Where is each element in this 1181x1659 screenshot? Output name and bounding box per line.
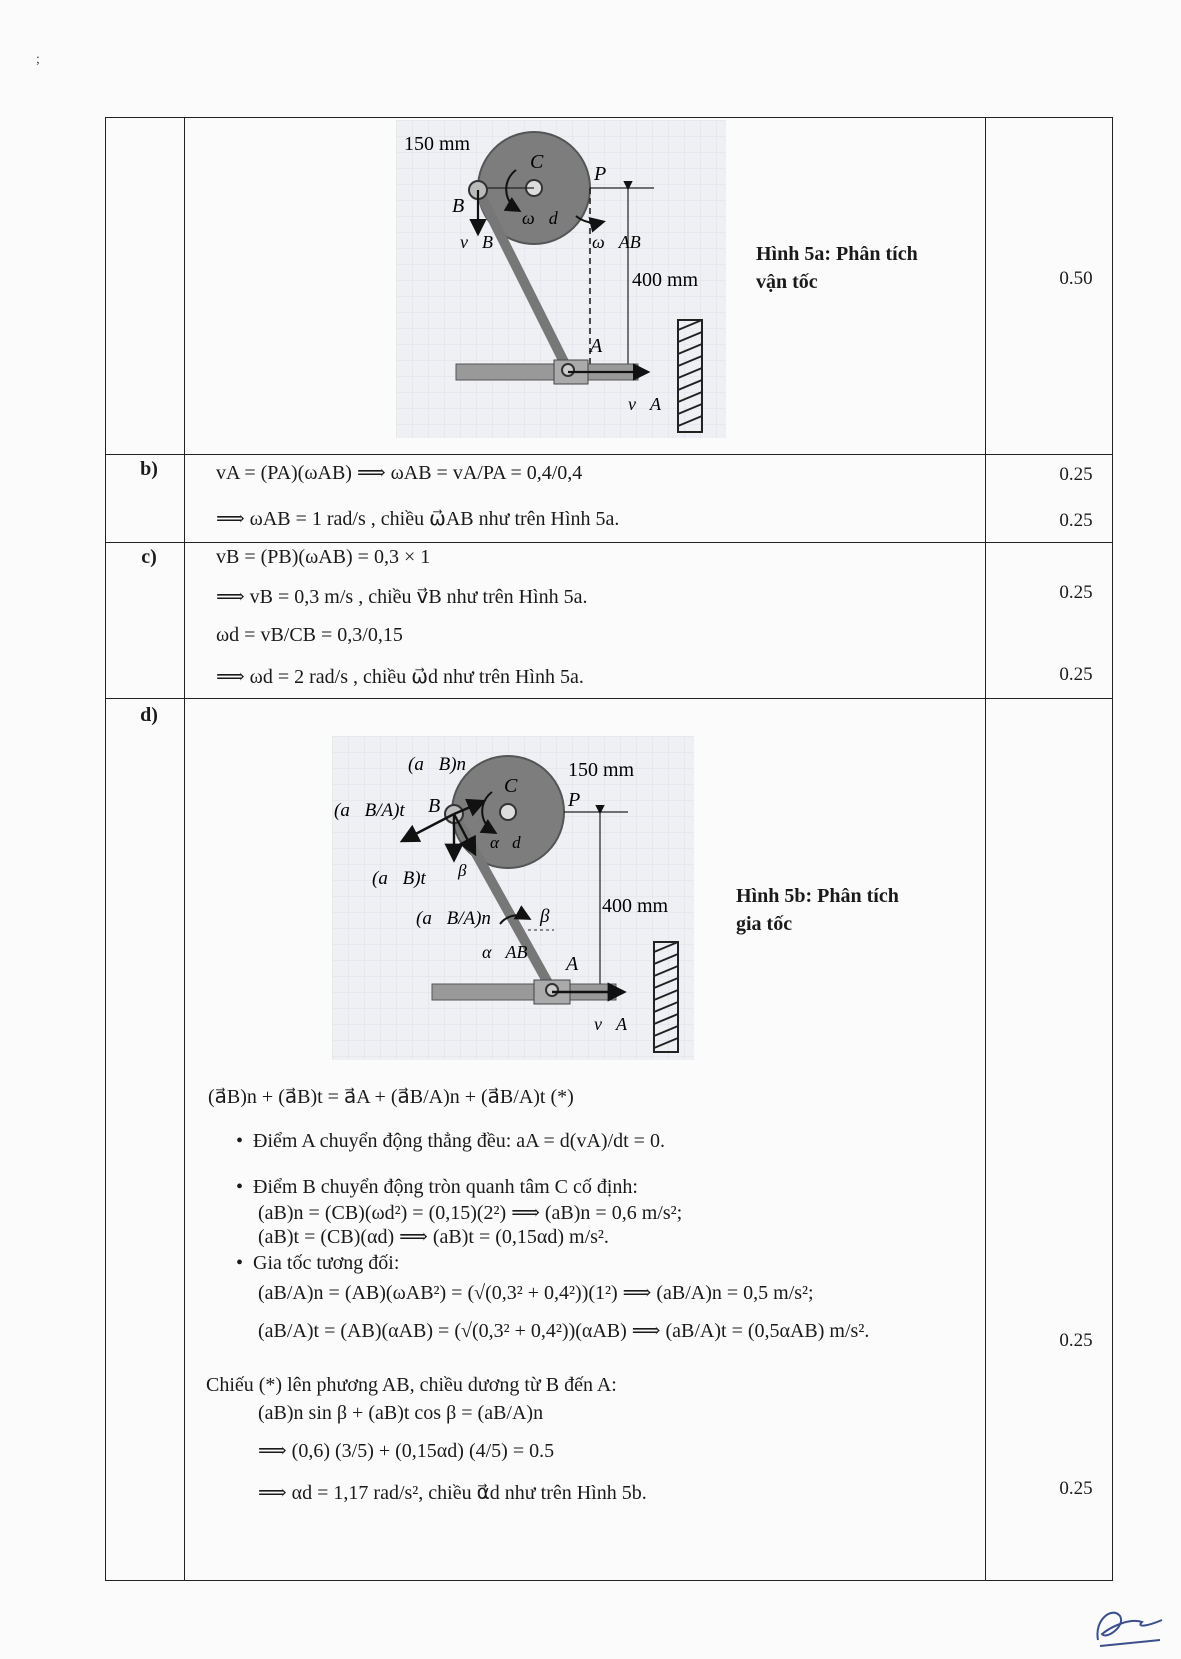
- c-line2: ⟹ vB = 0,3 m/s , chiều v⃗B như trên Hình 5a.: [216, 586, 588, 608]
- label-d-row: d): [140, 704, 158, 726]
- c-line3: ωd = vB/CB = 0,3/0,15: [216, 624, 403, 646]
- figure-5b: [332, 736, 694, 1060]
- caption-5b-line1: Hình 5b: Phân tích: [736, 885, 899, 907]
- label-beta-b: β: [458, 861, 467, 880]
- score-b1: 0.25: [1059, 464, 1093, 485]
- label-aBA-t: (a⃗B/A)t: [334, 800, 405, 821]
- label-p-5b: P: [568, 789, 581, 811]
- d-eq-main: (a⃗B)n + (a⃗B)t = a⃗A + (a⃗B/A)n + (a⃗B/A)t (*): [208, 1086, 574, 1108]
- figure-5a: [396, 120, 726, 438]
- c-line1: vB = (PB)(ωAB) = 0,3 × 1: [216, 546, 431, 568]
- disk-center-pin-5b: [500, 804, 516, 820]
- label-p: P: [594, 163, 607, 185]
- label-omega-d: ω⃗d: [522, 208, 558, 228]
- score-a: 0.50: [1059, 268, 1093, 289]
- caption-5a-line1: Hình 5a: Phân tích: [756, 243, 918, 265]
- label-c: C: [530, 151, 544, 173]
- caption-5b-line2: gia tốc: [736, 913, 793, 935]
- label-alpha-ab: α⃗AB: [482, 942, 528, 962]
- label-b-row: b): [140, 458, 158, 480]
- projection-line2: ⟹ (0,6) (3/5) + (0,15αd) (4/5) = 0.5: [258, 1440, 555, 1462]
- bullet-3: • Gia tốc tương đối:: [236, 1252, 400, 1274]
- label-a-5b: A: [566, 953, 579, 975]
- score-d2: 0.25: [1059, 1478, 1093, 1499]
- label-aB-t: (a⃗B)t: [372, 868, 426, 889]
- margin-tick: ;: [36, 52, 40, 67]
- score-column-divider: [985, 118, 986, 1580]
- bullet-1: • Điểm A chuyển động thẳng đều: aA = d(vA)/dt = 0.: [236, 1130, 665, 1152]
- pin-a-5b: [546, 984, 558, 996]
- dim-radius: 150 mm: [404, 133, 471, 155]
- b-line1: vA = (PA)(ωAB) ⟹ ωAB = vA/PA = 0,4/0,4: [216, 462, 583, 484]
- handwritten-signature: [1090, 1600, 1168, 1650]
- label-beta: β: [540, 906, 550, 927]
- dim-height-5b: 400 mm: [602, 895, 669, 917]
- label-va-5b: v⃗A: [594, 1014, 627, 1034]
- bullet-2: • Điểm B chuyển động tròn quanh tâm C cố định:: [236, 1176, 638, 1198]
- solution-table: [105, 117, 1113, 1581]
- label-alpha-d: α⃗d: [490, 833, 521, 852]
- score-c1: 0.25: [1059, 582, 1093, 603]
- label-a: A: [590, 335, 603, 357]
- bullet-2-text: Điểm B chuyển động tròn quanh tâm C cố định:: [253, 1176, 638, 1198]
- bullet-2-line2: (aB)t = (CB)(αd) ⟹ (aB)t = (0,15αd) m/s².: [258, 1226, 609, 1248]
- score-b2: 0.25: [1059, 510, 1093, 531]
- projection-intro: Chiếu (*) lên phương AB, chiều dương từ B đến A:: [206, 1374, 617, 1396]
- dim-radius-5b: 150 mm: [568, 759, 635, 781]
- label-b-5b: B: [428, 795, 441, 817]
- caption-5b: [736, 882, 899, 938]
- bullet-3-line2: (aB/A)t = (AB)(αAB) = (√(0,3² + 0,4²))(αAB) ⟹ (aB/A)t = (0,5αAB) m/s².: [258, 1320, 870, 1342]
- bullet-1-text: Điểm A chuyển động thẳng đều: aA = d(vA)/dt = 0.: [253, 1130, 665, 1152]
- caption-5a-line2: vận tốc: [756, 271, 818, 293]
- bullet-2-line1: (aB)n = (CB)(ωd²) = (0,15)(2²) ⟹ (aB)n = 0,6 m/s²;: [258, 1202, 683, 1224]
- label-aB-n: (a⃗B)n: [408, 754, 467, 775]
- label-aBA-n: (a⃗B/A)n: [416, 908, 491, 929]
- score-d1: 0.25: [1059, 1330, 1093, 1351]
- score-c2: 0.25: [1059, 664, 1093, 685]
- b-line2: ⟹ ωAB = 1 rad/s , chiều ω⃗AB như trên Hình 5a.: [216, 508, 620, 530]
- projection-line3: ⟹ αd = 1,17 rad/s², chiều α⃗d như trên Hình 5b.: [258, 1482, 647, 1504]
- label-c-5b: C: [504, 775, 518, 797]
- row-divider-a-b: [106, 454, 1112, 455]
- c-line4: ⟹ ωd = 2 rad/s , chiều ω⃗d như trên Hình 5a.: [216, 666, 584, 688]
- label-c-row: c): [141, 546, 157, 568]
- label-omega-ab: ω⃗AB: [592, 232, 641, 252]
- bullet-3-line1: (aB/A)n = (AB)(ωAB²) = (√(0,3² + 0,4²))(1²) ⟹ (aB/A)n = 0,5 m/s²;: [258, 1282, 814, 1304]
- caption-5a: [756, 240, 918, 296]
- projection-line1: (aB)n sin β + (aB)t cos β = (aB/A)n: [258, 1402, 544, 1424]
- label-va: v⃗A: [628, 394, 661, 414]
- label-column-divider: [184, 118, 185, 1580]
- bullet-3-text: Gia tốc tương đối:: [253, 1252, 400, 1274]
- label-b: B: [452, 195, 465, 217]
- row-divider-c-d: [106, 698, 1112, 699]
- dim-height: 400 mm: [632, 269, 699, 291]
- row-divider-b-c: [106, 542, 1112, 543]
- label-vb: v⃗B: [460, 232, 493, 252]
- pin-a: [562, 364, 574, 376]
